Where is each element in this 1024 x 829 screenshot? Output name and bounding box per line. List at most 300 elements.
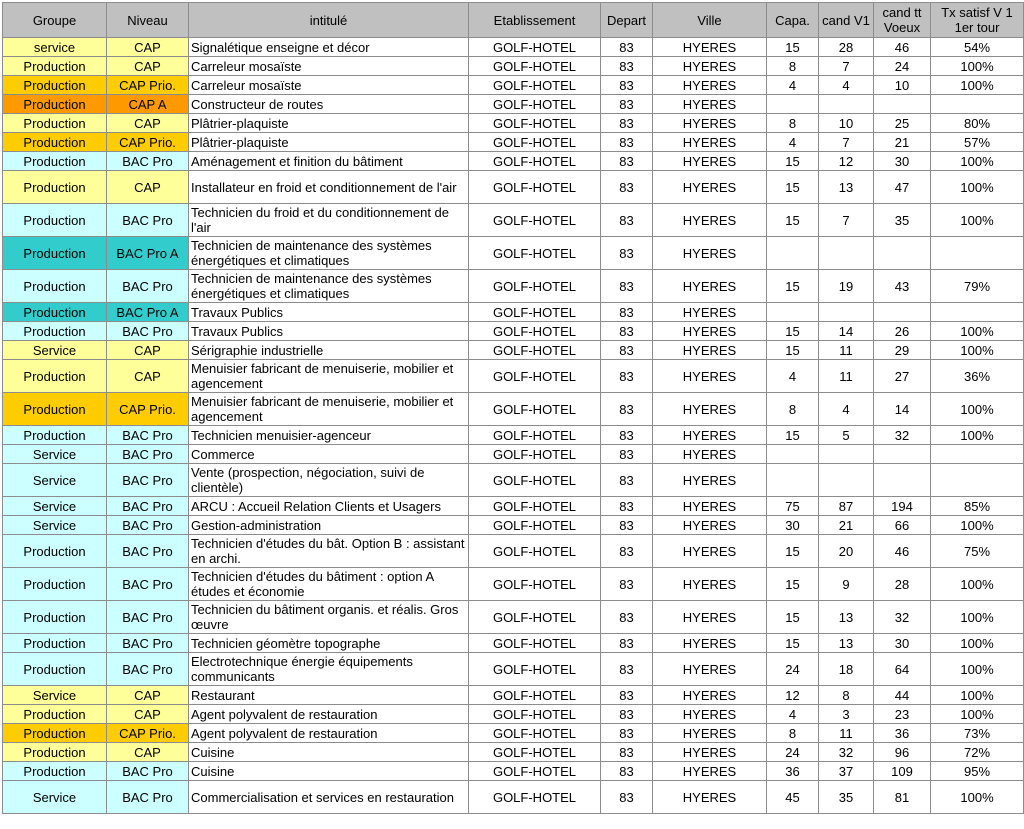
cell-cand-tt: 64 — [874, 653, 931, 686]
cell-depart: 83 — [601, 341, 653, 360]
cell-intitule: Commercialisation et services en restauration — [189, 781, 469, 814]
cell-niveau: BAC Pro — [107, 762, 189, 781]
cell-cand-tt: 21 — [874, 133, 931, 152]
cell-tx-satisf: 100% — [931, 171, 1024, 204]
header-intitule: intitulé — [189, 3, 469, 38]
table-row — [3, 152, 1024, 171]
cell-niveau: BAC Pro — [107, 204, 189, 237]
formations-table — [2, 2, 1024, 814]
cell-niveau: BAC Pro A — [107, 237, 189, 270]
table-row — [3, 686, 1024, 705]
cell-depart: 83 — [601, 237, 653, 270]
table-row — [3, 781, 1024, 814]
cell-tx-satisf: 36% — [931, 360, 1024, 393]
cell-ville: HYERES — [653, 95, 767, 114]
cell-cand-tt: 43 — [874, 270, 931, 303]
table-row — [3, 653, 1024, 686]
cell-groupe: Production — [3, 322, 107, 341]
cell-depart: 83 — [601, 270, 653, 303]
cell-intitule: Technicien d'études du bât. Option B : assistant en archi. — [189, 535, 469, 568]
cell-niveau: CAP — [107, 360, 189, 393]
cell-depart: 83 — [601, 601, 653, 634]
cell-intitule: Vente (prospection, négociation, suivi de clientèle) — [189, 464, 469, 497]
cell-cand-v1: 13 — [819, 634, 874, 653]
cell-ville: HYERES — [653, 341, 767, 360]
cell-depart: 83 — [601, 762, 653, 781]
cell-tx-satisf: 100% — [931, 393, 1024, 426]
cell-cand-tt: 14 — [874, 393, 931, 426]
cell-tx-satisf: 95% — [931, 762, 1024, 781]
cell-tx-satisf: 73% — [931, 724, 1024, 743]
cell-intitule: Aménagement et finition du bâtiment — [189, 152, 469, 171]
cell-tx-satisf: 100% — [931, 57, 1024, 76]
cell-groupe: Production — [3, 57, 107, 76]
cell-intitule: Installateur en froid et conditionnement de l'air — [189, 171, 469, 204]
cell-cand-v1: 14 — [819, 322, 874, 341]
cell-intitule: Technicien du froid et du conditionnement de l'air — [189, 204, 469, 237]
cell-capa: 24 — [767, 743, 819, 762]
cell-groupe: Service — [3, 686, 107, 705]
cell-capa: 15 — [767, 634, 819, 653]
cell-capa: 15 — [767, 204, 819, 237]
cell-depart: 83 — [601, 686, 653, 705]
cell-intitule: Technicien de maintenance des systèmes énergétiques et climatiques — [189, 237, 469, 270]
table-body — [3, 38, 1024, 814]
cell-cand-v1: 11 — [819, 724, 874, 743]
cell-etablissement: GOLF-HOTEL — [469, 204, 601, 237]
cell-niveau: BAC Pro — [107, 152, 189, 171]
cell-ville: HYERES — [653, 322, 767, 341]
cell-etablissement: GOLF-HOTEL — [469, 76, 601, 95]
cell-capa — [767, 237, 819, 270]
cell-intitule: Carreleur mosaïste — [189, 76, 469, 95]
cell-tx-satisf: 79% — [931, 270, 1024, 303]
cell-niveau: CAP — [107, 171, 189, 204]
cell-cand-v1 — [819, 95, 874, 114]
cell-etablissement: GOLF-HOTEL — [469, 762, 601, 781]
cell-ville: HYERES — [653, 762, 767, 781]
cell-niveau: BAC Pro — [107, 426, 189, 445]
cell-tx-satisf: 100% — [931, 322, 1024, 341]
cell-capa: 8 — [767, 393, 819, 426]
cell-etablissement: GOLF-HOTEL — [469, 114, 601, 133]
cell-intitule: Agent polyvalent de restauration — [189, 724, 469, 743]
cell-depart: 83 — [601, 38, 653, 57]
cell-groupe: Service — [3, 781, 107, 814]
cell-cand-tt: 23 — [874, 705, 931, 724]
cell-intitule: Plâtrier-plaquiste — [189, 114, 469, 133]
cell-intitule: Signalétique enseigne et décor — [189, 38, 469, 57]
cell-depart: 83 — [601, 445, 653, 464]
cell-etablissement: GOLF-HOTEL — [469, 535, 601, 568]
cell-ville: HYERES — [653, 464, 767, 497]
cell-ville: HYERES — [653, 171, 767, 204]
cell-cand-tt: 35 — [874, 204, 931, 237]
cell-capa — [767, 303, 819, 322]
cell-ville: HYERES — [653, 114, 767, 133]
cell-tx-satisf: 100% — [931, 634, 1024, 653]
cell-groupe: Service — [3, 516, 107, 535]
cell-intitule: Technicien du bâtiment organis. et réalis. Gros œuvre — [189, 601, 469, 634]
cell-depart: 83 — [601, 393, 653, 426]
cell-intitule: Sérigraphie industrielle — [189, 341, 469, 360]
cell-intitule: Restaurant — [189, 686, 469, 705]
cell-cand-v1: 13 — [819, 601, 874, 634]
cell-ville: HYERES — [653, 705, 767, 724]
cell-depart: 83 — [601, 76, 653, 95]
cell-ville: HYERES — [653, 76, 767, 95]
cell-depart: 83 — [601, 781, 653, 814]
cell-cand-tt: 30 — [874, 634, 931, 653]
cell-tx-satisf: 100% — [931, 705, 1024, 724]
table-row — [3, 360, 1024, 393]
header-cand-tt-line2: Voeux — [883, 20, 921, 35]
cell-cand-tt — [874, 445, 931, 464]
cell-depart: 83 — [601, 535, 653, 568]
table-row — [3, 634, 1024, 653]
cell-depart: 83 — [601, 634, 653, 653]
cell-cand-v1: 11 — [819, 360, 874, 393]
cell-capa — [767, 95, 819, 114]
cell-depart: 83 — [601, 133, 653, 152]
cell-etablissement: GOLF-HOTEL — [469, 634, 601, 653]
table-row — [3, 38, 1024, 57]
cell-tx-satisf: 100% — [931, 516, 1024, 535]
cell-groupe: Production — [3, 152, 107, 171]
cell-capa: 8 — [767, 114, 819, 133]
cell-tx-satisf — [931, 95, 1024, 114]
cell-niveau: CAP — [107, 686, 189, 705]
table-row — [3, 303, 1024, 322]
table-row — [3, 743, 1024, 762]
cell-depart: 83 — [601, 743, 653, 762]
cell-tx-satisf — [931, 445, 1024, 464]
cell-intitule: Technicien de maintenance des systèmes énergétiques et climatiques — [189, 270, 469, 303]
cell-capa: 24 — [767, 653, 819, 686]
cell-ville: HYERES — [653, 360, 767, 393]
cell-cand-v1: 32 — [819, 743, 874, 762]
cell-niveau: CAP — [107, 743, 189, 762]
cell-cand-v1: 7 — [819, 57, 874, 76]
cell-etablissement: GOLF-HOTEL — [469, 360, 601, 393]
cell-intitule: Cuisine — [189, 743, 469, 762]
cell-niveau: BAC Pro — [107, 653, 189, 686]
cell-groupe: Service — [3, 497, 107, 516]
cell-depart: 83 — [601, 724, 653, 743]
cell-cand-tt — [874, 464, 931, 497]
cell-etablissement: GOLF-HOTEL — [469, 601, 601, 634]
cell-capa: 4 — [767, 360, 819, 393]
cell-cand-v1: 35 — [819, 781, 874, 814]
cell-etablissement: GOLF-HOTEL — [469, 393, 601, 426]
cell-cand-tt: 24 — [874, 57, 931, 76]
cell-niveau: CAP Prio. — [107, 76, 189, 95]
cell-capa: 12 — [767, 686, 819, 705]
cell-tx-satisf: 100% — [931, 653, 1024, 686]
cell-intitule: Menuisier fabricant de menuiserie, mobilier et agencement — [189, 360, 469, 393]
table-row — [3, 341, 1024, 360]
cell-cand-tt: 44 — [874, 686, 931, 705]
cell-intitule: Commerce — [189, 445, 469, 464]
cell-ville: HYERES — [653, 634, 767, 653]
cell-groupe: Production — [3, 634, 107, 653]
cell-groupe: Production — [3, 303, 107, 322]
table-row — [3, 568, 1024, 601]
cell-ville: HYERES — [653, 724, 767, 743]
cell-depart: 83 — [601, 152, 653, 171]
cell-cand-v1: 87 — [819, 497, 874, 516]
cell-cand-tt: 10 — [874, 76, 931, 95]
cell-tx-satisf: 85% — [931, 497, 1024, 516]
table-row — [3, 426, 1024, 445]
cell-depart: 83 — [601, 653, 653, 686]
cell-niveau: BAC Pro A — [107, 303, 189, 322]
table-row — [3, 237, 1024, 270]
cell-tx-satisf: 72% — [931, 743, 1024, 762]
cell-groupe: Production — [3, 114, 107, 133]
cell-depart: 83 — [601, 497, 653, 516]
header-groupe: Groupe — [3, 3, 107, 38]
cell-groupe: Service — [3, 341, 107, 360]
cell-capa: 15 — [767, 270, 819, 303]
cell-capa: 75 — [767, 497, 819, 516]
cell-ville: HYERES — [653, 601, 767, 634]
cell-cand-v1 — [819, 237, 874, 270]
cell-intitule: Plâtrier-plaquiste — [189, 133, 469, 152]
cell-cand-v1: 4 — [819, 393, 874, 426]
cell-niveau: BAC Pro — [107, 568, 189, 601]
cell-groupe: Production — [3, 76, 107, 95]
cell-cand-v1 — [819, 303, 874, 322]
cell-niveau: CAP — [107, 57, 189, 76]
cell-groupe: Production — [3, 426, 107, 445]
cell-groupe: Production — [3, 705, 107, 724]
cell-depart: 83 — [601, 568, 653, 601]
cell-tx-satisf: 100% — [931, 426, 1024, 445]
table-row — [3, 95, 1024, 114]
header-cand-tt-line1: cand tt — [882, 5, 922, 20]
header-ville: Ville — [653, 3, 767, 38]
cell-depart: 83 — [601, 705, 653, 724]
cell-intitule: Cuisine — [189, 762, 469, 781]
cell-groupe: Production — [3, 270, 107, 303]
cell-ville: HYERES — [653, 57, 767, 76]
cell-groupe: Service — [3, 464, 107, 497]
cell-cand-tt: 81 — [874, 781, 931, 814]
cell-etablissement: GOLF-HOTEL — [469, 171, 601, 204]
cell-intitule: Travaux Publics — [189, 303, 469, 322]
cell-niveau: CAP A — [107, 95, 189, 114]
cell-depart: 83 — [601, 426, 653, 445]
cell-cand-tt: 109 — [874, 762, 931, 781]
cell-groupe: Production — [3, 601, 107, 634]
cell-cand-tt: 46 — [874, 535, 931, 568]
cell-cand-tt: 27 — [874, 360, 931, 393]
cell-niveau: BAC Pro — [107, 270, 189, 303]
cell-cand-tt — [874, 95, 931, 114]
cell-cand-v1 — [819, 445, 874, 464]
cell-capa: 15 — [767, 152, 819, 171]
cell-etablissement: GOLF-HOTEL — [469, 322, 601, 341]
cell-niveau: CAP — [107, 38, 189, 57]
cell-capa: 15 — [767, 341, 819, 360]
header-depart: Depart — [601, 3, 653, 38]
cell-intitule: Carreleur mosaïste — [189, 57, 469, 76]
cell-niveau: BAC Pro — [107, 781, 189, 814]
cell-ville: HYERES — [653, 743, 767, 762]
cell-ville: HYERES — [653, 781, 767, 814]
cell-tx-satisf: 54% — [931, 38, 1024, 57]
table-row — [3, 171, 1024, 204]
cell-niveau: CAP — [107, 341, 189, 360]
cell-etablissement: GOLF-HOTEL — [469, 341, 601, 360]
cell-cand-tt: 194 — [874, 497, 931, 516]
cell-intitule: Menuisier fabricant de menuiserie, mobilier et agencement — [189, 393, 469, 426]
cell-tx-satisf — [931, 464, 1024, 497]
cell-niveau: CAP Prio. — [107, 133, 189, 152]
cell-intitule: Technicien menuisier-agenceur — [189, 426, 469, 445]
cell-cand-tt — [874, 237, 931, 270]
cell-tx-satisf — [931, 303, 1024, 322]
cell-ville: HYERES — [653, 152, 767, 171]
cell-capa: 4 — [767, 133, 819, 152]
cell-tx-satisf: 100% — [931, 341, 1024, 360]
cell-cand-tt: 36 — [874, 724, 931, 743]
cell-tx-satisf: 100% — [931, 204, 1024, 237]
cell-etablissement: GOLF-HOTEL — [469, 95, 601, 114]
cell-cand-v1: 21 — [819, 516, 874, 535]
cell-capa: 15 — [767, 568, 819, 601]
cell-depart: 83 — [601, 303, 653, 322]
cell-depart: 83 — [601, 516, 653, 535]
header-tx-satisf-line2: 1er tour — [954, 20, 1000, 35]
header-tx-satisf — [931, 3, 1024, 38]
cell-capa: 30 — [767, 516, 819, 535]
cell-capa: 4 — [767, 705, 819, 724]
table-row — [3, 114, 1024, 133]
header-tx-satisf-line1: Tx satisf V 1 — [941, 5, 1013, 20]
cell-groupe: Production — [3, 762, 107, 781]
cell-cand-tt: 46 — [874, 38, 931, 57]
cell-groupe: Production — [3, 724, 107, 743]
cell-cand-tt: 29 — [874, 341, 931, 360]
cell-depart: 83 — [601, 114, 653, 133]
cell-ville: HYERES — [653, 237, 767, 270]
cell-tx-satisf: 100% — [931, 568, 1024, 601]
cell-etablissement: GOLF-HOTEL — [469, 516, 601, 535]
cell-niveau: CAP Prio. — [107, 724, 189, 743]
header-row — [3, 3, 1024, 38]
table-row — [3, 133, 1024, 152]
table-row — [3, 535, 1024, 568]
cell-etablissement: GOLF-HOTEL — [469, 237, 601, 270]
cell-niveau: BAC Pro — [107, 516, 189, 535]
cell-tx-satisf: 100% — [931, 781, 1024, 814]
cell-cand-v1: 37 — [819, 762, 874, 781]
cell-depart: 83 — [601, 95, 653, 114]
cell-depart: 83 — [601, 204, 653, 237]
cell-cand-tt — [874, 303, 931, 322]
table-row — [3, 445, 1024, 464]
cell-cand-tt: 32 — [874, 601, 931, 634]
cell-groupe: Production — [3, 360, 107, 393]
cell-cand-v1: 10 — [819, 114, 874, 133]
cell-tx-satisf: 57% — [931, 133, 1024, 152]
cell-etablissement: GOLF-HOTEL — [469, 270, 601, 303]
header-cand-tt-voeux — [874, 3, 931, 38]
cell-etablissement: GOLF-HOTEL — [469, 152, 601, 171]
cell-groupe: Service — [3, 445, 107, 464]
cell-groupe: Production — [3, 95, 107, 114]
cell-groupe: Production — [3, 393, 107, 426]
cell-cand-v1: 18 — [819, 653, 874, 686]
cell-groupe: Production — [3, 204, 107, 237]
cell-intitule: Electrotechnique énergie équipements communicants — [189, 653, 469, 686]
cell-cand-tt: 25 — [874, 114, 931, 133]
table-row — [3, 516, 1024, 535]
cell-depart: 83 — [601, 360, 653, 393]
cell-capa: 15 — [767, 38, 819, 57]
cell-ville: HYERES — [653, 516, 767, 535]
cell-etablissement: GOLF-HOTEL — [469, 303, 601, 322]
cell-etablissement: GOLF-HOTEL — [469, 445, 601, 464]
cell-capa: 45 — [767, 781, 819, 814]
cell-depart: 83 — [601, 57, 653, 76]
cell-ville: HYERES — [653, 535, 767, 568]
cell-niveau: BAC Pro — [107, 445, 189, 464]
cell-capa: 4 — [767, 76, 819, 95]
cell-niveau: CAP — [107, 114, 189, 133]
cell-etablissement: GOLF-HOTEL — [469, 653, 601, 686]
cell-tx-satisf: 80% — [931, 114, 1024, 133]
header-cand-v1: cand V1 — [819, 3, 874, 38]
cell-ville: HYERES — [653, 204, 767, 237]
cell-depart: 83 — [601, 322, 653, 341]
cell-etablissement: GOLF-HOTEL — [469, 686, 601, 705]
cell-capa: 15 — [767, 171, 819, 204]
cell-groupe: Production — [3, 171, 107, 204]
cell-cand-v1 — [819, 464, 874, 497]
header-niveau: Niveau — [107, 3, 189, 38]
cell-cand-v1: 8 — [819, 686, 874, 705]
cell-cand-v1: 11 — [819, 341, 874, 360]
cell-etablissement: GOLF-HOTEL — [469, 568, 601, 601]
cell-groupe: Production — [3, 535, 107, 568]
cell-intitule: Technicien d'études du bâtiment : option A études et économie — [189, 568, 469, 601]
cell-intitule: Agent polyvalent de restauration — [189, 705, 469, 724]
cell-niveau: CAP Prio. — [107, 393, 189, 426]
cell-etablissement: GOLF-HOTEL — [469, 38, 601, 57]
cell-ville: HYERES — [653, 393, 767, 426]
cell-tx-satisf: 100% — [931, 601, 1024, 634]
cell-ville: HYERES — [653, 686, 767, 705]
table-row — [3, 464, 1024, 497]
cell-tx-satisf: 75% — [931, 535, 1024, 568]
table-row — [3, 204, 1024, 237]
cell-etablissement: GOLF-HOTEL — [469, 781, 601, 814]
cell-niveau: BAC Pro — [107, 601, 189, 634]
cell-etablissement: GOLF-HOTEL — [469, 705, 601, 724]
cell-cand-v1: 19 — [819, 270, 874, 303]
cell-niveau: BAC Pro — [107, 535, 189, 568]
cell-depart: 83 — [601, 464, 653, 497]
cell-groupe: service — [3, 38, 107, 57]
cell-cand-v1: 7 — [819, 204, 874, 237]
cell-tx-satisf: 100% — [931, 686, 1024, 705]
cell-capa: 15 — [767, 322, 819, 341]
cell-etablissement: GOLF-HOTEL — [469, 497, 601, 516]
cell-capa: 36 — [767, 762, 819, 781]
